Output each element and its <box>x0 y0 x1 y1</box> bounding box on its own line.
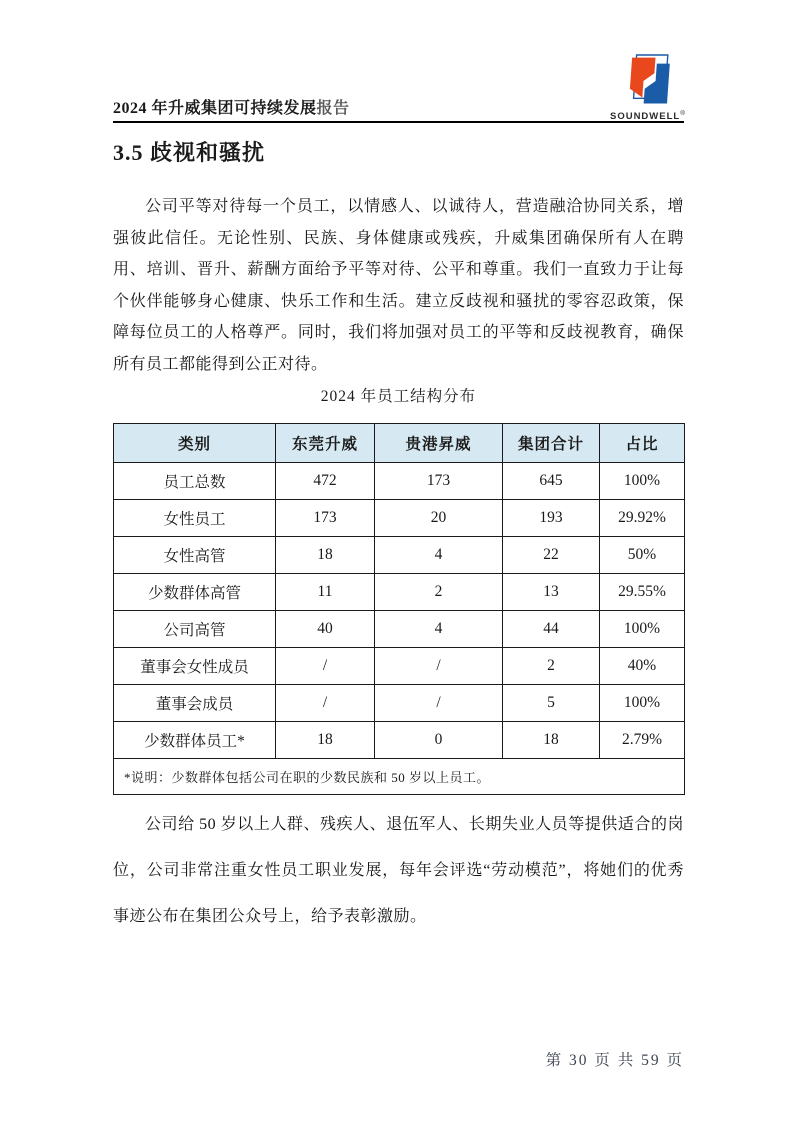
table-row <box>114 537 685 574</box>
employee-structure-table <box>113 423 685 795</box>
report-title-suffix: 报告 <box>316 100 350 117</box>
row-value: 4 <box>375 537 503 574</box>
report-title-main: 2024 年升威集团可持续发展 <box>113 100 317 117</box>
row-category: 公司高管 <box>114 611 276 648</box>
column-header: 贵港昇威 <box>375 424 503 463</box>
row-category: 女性高管 <box>114 537 276 574</box>
row-value: 18 <box>276 722 375 759</box>
document-header <box>113 57 684 123</box>
row-value: 472 <box>276 463 375 500</box>
table-row <box>114 648 685 685</box>
row-value: 50% <box>600 537 685 574</box>
row-value: 645 <box>503 463 600 500</box>
closing-paragraph: 公司给 50 岁以上人群、残疾人、退伍军人、长期失业人员等提供适合的岗位，公司非常注重女性员工职业发展，每年会评选“劳动模范”，将她们的优秀事迹公布在集团公众号上，给予表彰激励。 <box>113 816 684 925</box>
row-value: 44 <box>503 611 600 648</box>
row-value: 100% <box>600 463 685 500</box>
row-value: / <box>276 648 375 685</box>
row-value: 29.92% <box>600 500 685 537</box>
report-title <box>113 95 350 118</box>
row-category: 董事会成员 <box>114 685 276 722</box>
registered-trademark-icon: ® <box>680 110 686 117</box>
section-heading: 3.5 歧视和骚扰 <box>113 140 266 165</box>
row-value: 2.79% <box>600 722 685 759</box>
table-row <box>114 722 685 759</box>
employee-table-head-row <box>114 424 685 463</box>
row-value: 2 <box>503 648 600 685</box>
soundwell-s-icon <box>622 53 674 109</box>
row-value: / <box>276 685 375 722</box>
row-value: 2 <box>375 574 503 611</box>
row-value: 13 <box>503 574 600 611</box>
row-value: 29.55% <box>600 574 685 611</box>
row-category: 少数群体高管 <box>114 574 276 611</box>
row-value: 173 <box>375 463 503 500</box>
table-title: 2024 年员工结构分布 <box>320 388 477 405</box>
row-category: 董事会女性成员 <box>114 648 276 685</box>
row-value: 5 <box>503 685 600 722</box>
logo-wordmark <box>600 111 696 122</box>
column-header: 集团合计 <box>503 424 600 463</box>
row-category: 员工总数 <box>114 463 276 500</box>
row-value: 18 <box>276 537 375 574</box>
row-value: 40 <box>276 611 375 648</box>
intro-paragraph: 公司平等对待每一个员工，以情感人、以诚待人，营造融洽协同关系，增强彼此信任。无论性别、民族、身体健康或残疾，升威集团确保所有人在聘用、培训、晋升、薪酬方面给予平等对待、公平和尊重。我们一直致力于让每个伙伴能够身心健康、快乐工作和生活。建立反歧视和骚扰的零容忍政策，保障每位员工的人格尊严。同时，我们将加强对员工的平等和反歧视教育，确保所有员工都能得到公正对待。 <box>113 198 684 373</box>
table-row <box>114 685 685 722</box>
row-value: 100% <box>600 611 685 648</box>
row-value: 193 <box>503 500 600 537</box>
table-note-row <box>114 759 685 795</box>
row-value: 20 <box>375 500 503 537</box>
table-row <box>114 500 685 537</box>
page-number: 第 30 页 共 59 页 <box>545 1052 684 1069</box>
column-header: 东莞升威 <box>276 424 375 463</box>
column-header: 占比 <box>600 424 685 463</box>
row-category: 女性员工 <box>114 500 276 537</box>
row-value: 40% <box>600 648 685 685</box>
column-header: 类别 <box>114 424 276 463</box>
row-value: / <box>375 685 503 722</box>
row-value: 173 <box>276 500 375 537</box>
table-row <box>114 611 685 648</box>
table-row <box>114 574 685 611</box>
row-value: 100% <box>600 685 685 722</box>
row-value: 18 <box>503 722 600 759</box>
row-category: 少数群体员工* <box>114 722 276 759</box>
employee-table-body <box>114 463 685 759</box>
row-value: / <box>375 648 503 685</box>
row-value: 4 <box>375 611 503 648</box>
row-value: 11 <box>276 574 375 611</box>
row-value: 0 <box>375 722 503 759</box>
table-row <box>114 463 685 500</box>
table-note: *说明：少数群体包括公司在职的少数民族和 50 岁以上员工。 <box>114 759 685 795</box>
logo-brand-text: SOUNDWELL <box>609 111 681 123</box>
soundwell-logo <box>600 53 696 122</box>
row-value: 22 <box>503 537 600 574</box>
